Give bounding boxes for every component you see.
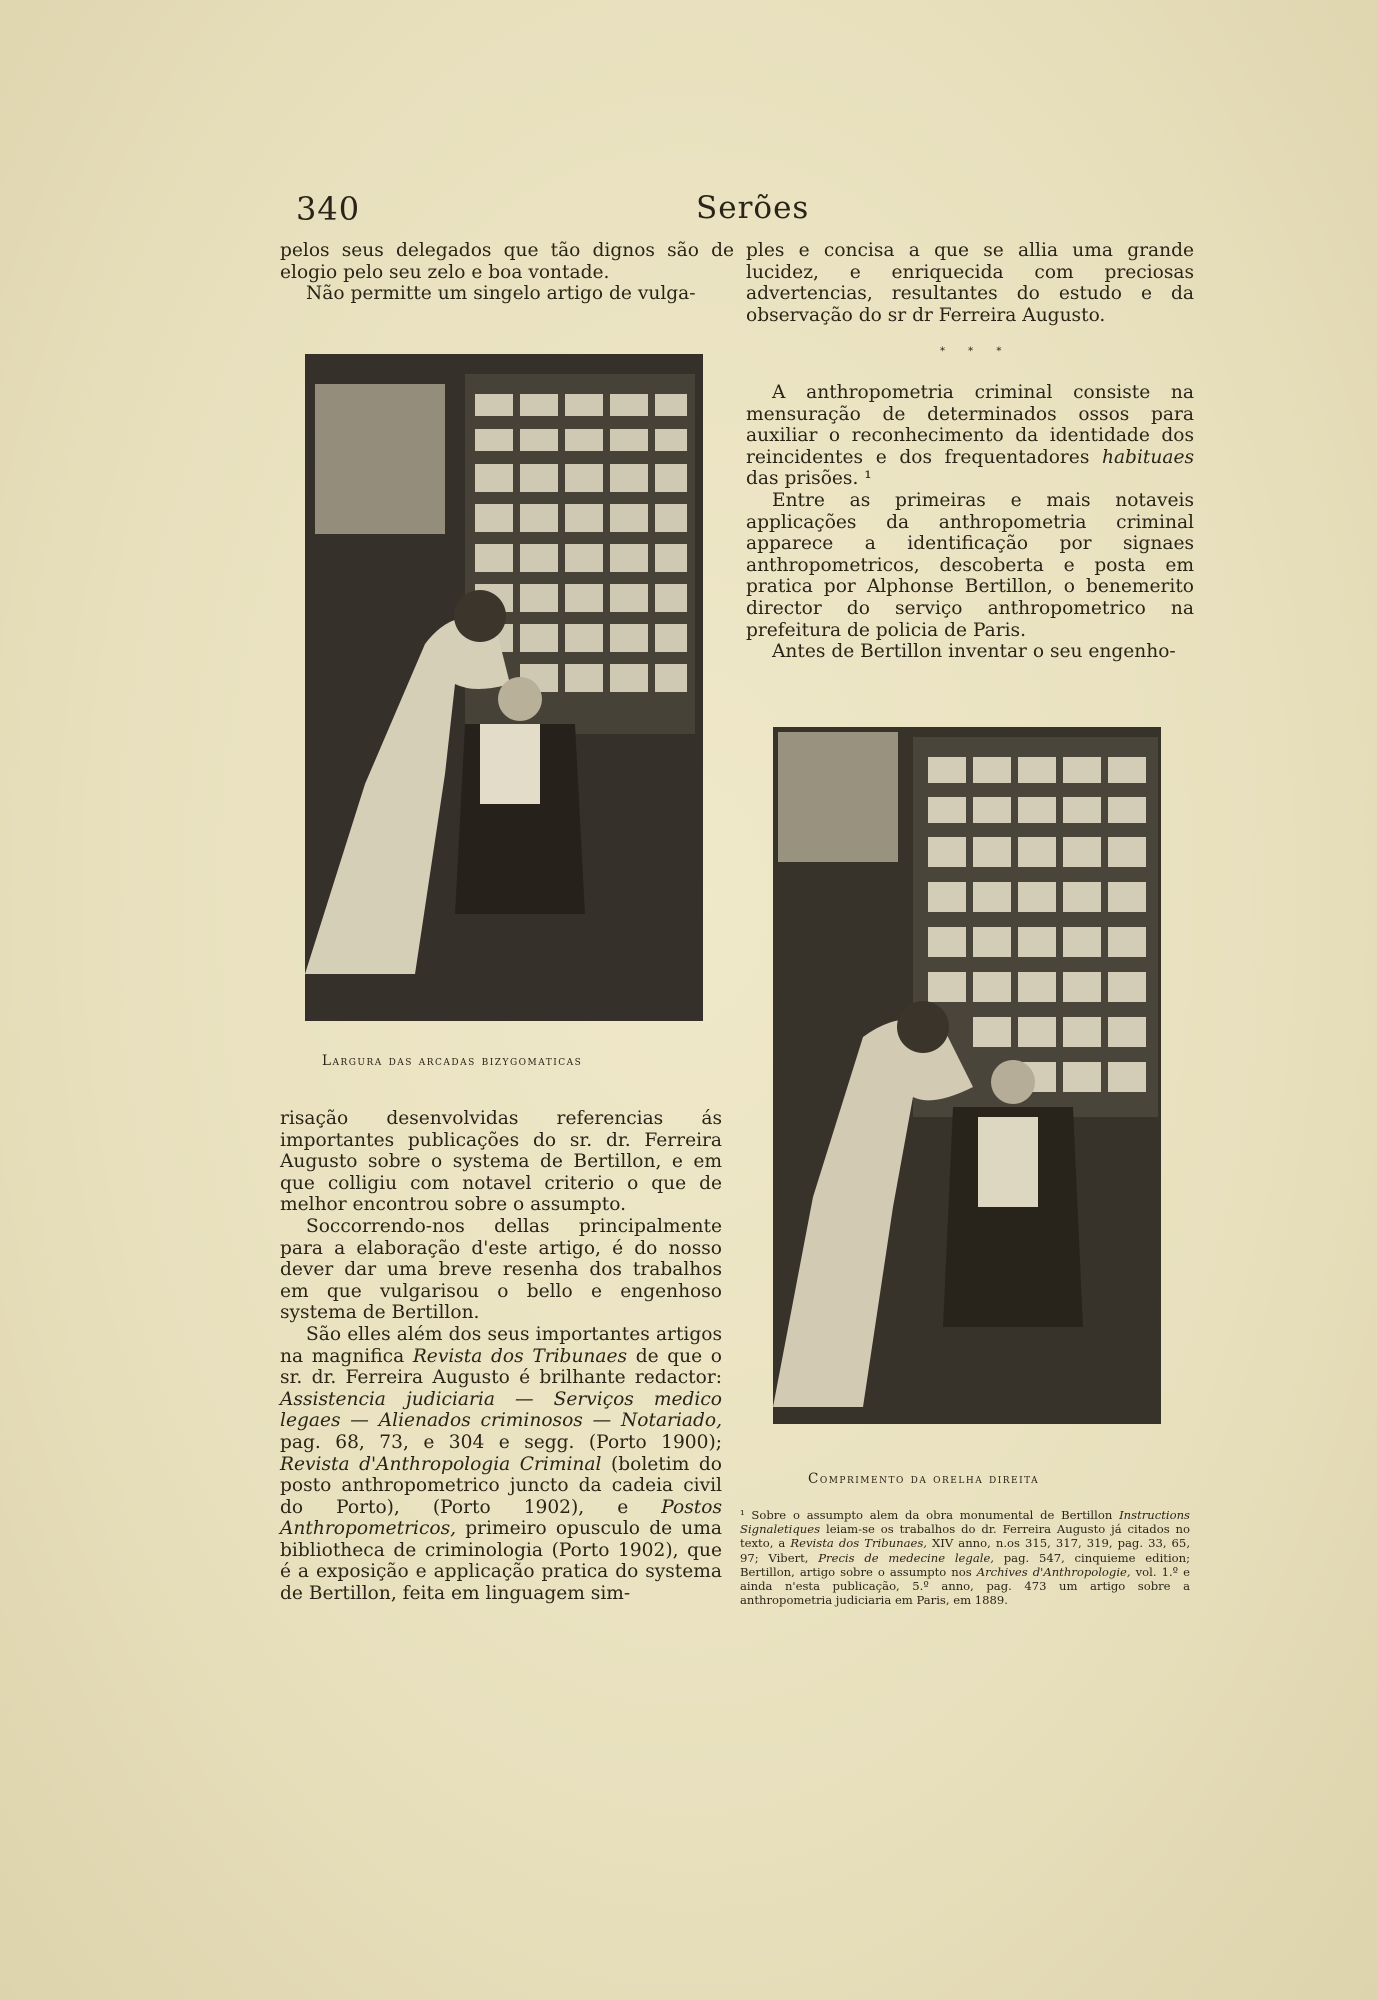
paragraph: pelos seus delegados que tão dignos são de elogio pelo seu zelo e boa vontade. [280, 240, 734, 283]
right-column-mid [746, 382, 1194, 663]
photograph-ear-measurement [773, 727, 1161, 1424]
page-header [296, 190, 1196, 230]
footnote: ¹ Sobre o assumpto alem da obra monumental de Bertillon Instructions Signaletiques leiam-se os trabalhos do dr. Ferreira Augusto já citados no texto, a Revista dos Tribunaes, XIV anno, n.os 315, 317, 319, pag. 33, 65, 97; Vibert, Precis de medecine legale, pag. 547, cinquieme edition; Bertillon, artigo sobre o assumpto nos Archives d'Anthropologie, vol. 1.º e ainda n'esta publicação, 5.º anno, pag. 473 um artigo sobre a anthropometria judiciaria em Paris, em 1889. [740, 1508, 1190, 1608]
right-column-top [746, 240, 1194, 326]
running-title: Serões [696, 190, 810, 226]
paragraph: Soccorrendo-nos dellas principalmente para a elaboração d'este artigo, é do nosso dever dar uma breve resenha dos trabalhos em que vulgarisou o bello e engenhoso systema de Bertillon. [280, 1215, 722, 1324]
section-separator: * * * [940, 346, 1012, 357]
paragraph: ples e concisa a que se allia uma grande lucidez, e enriquecida com preciosas advertencias, resultantes do estudo e da observação do sr dr Ferreira Augusto. [746, 240, 1194, 326]
figure-caption: Largura das arcadas bizygomaticas [322, 1053, 583, 1069]
page-number: 340 [296, 190, 361, 228]
paragraph: Antes de Bertillon inventar o seu engenho- [772, 641, 1176, 663]
paragraph: risação desenvolvidas referencias ás importantes publicações do sr. dr. Ferreira Augusto sobre o systema de Bertillon, e em que colligiu com notavel criterio o que de melhor encontrou sobre o assumpto. [280, 1108, 722, 1216]
paragraph: Entre as primeiras e mais notaveis applicações da anthropometria criminal apparece a identificação por signaes anthropometricos, descoberta e posta em pratica por Alphonse Bertillon, o benemerito director do serviço anthropometrico na prefeitura de policia de Paris. [746, 489, 1194, 641]
figure-caption: Comprimento da orelha direita [808, 1471, 1040, 1487]
left-column-top [280, 240, 734, 305]
paragraph: Não permitte um singelo artigo de vulga- [306, 283, 696, 305]
photograph-bizygomatic-measurement [305, 354, 703, 1021]
paragraph: São elles além dos seus importantes artigos na magnifica Revista dos Tribunaes de que o sr. dr. Ferreira Augusto é brilhante redactor: Assistencia judiciaria — Serviços medico legaes — Alienados criminosos — Notariado, pag. 68, 73, e 304 e segg. (Porto 1900); Revista d'Anthropologia Criminal (boletim do posto anthropometrico juncto da cadeia civil do Porto), (Porto 1902), e Postos Anthropometricos, primeiro opusculo de uma bibliotheca de criminologia (Porto 1902), que é a exposição e applicação pratica do systema de Bertillon, feita em linguagem sim- [280, 1323, 722, 1605]
left-column-bottom [280, 1108, 722, 1605]
paragraph: A anthropometria criminal consiste na mensuração de determinados ossos para auxiliar o reconhecimento da identidade dos reincidentes e dos frequentadores habituaes das prisões. ¹ [746, 382, 1194, 490]
